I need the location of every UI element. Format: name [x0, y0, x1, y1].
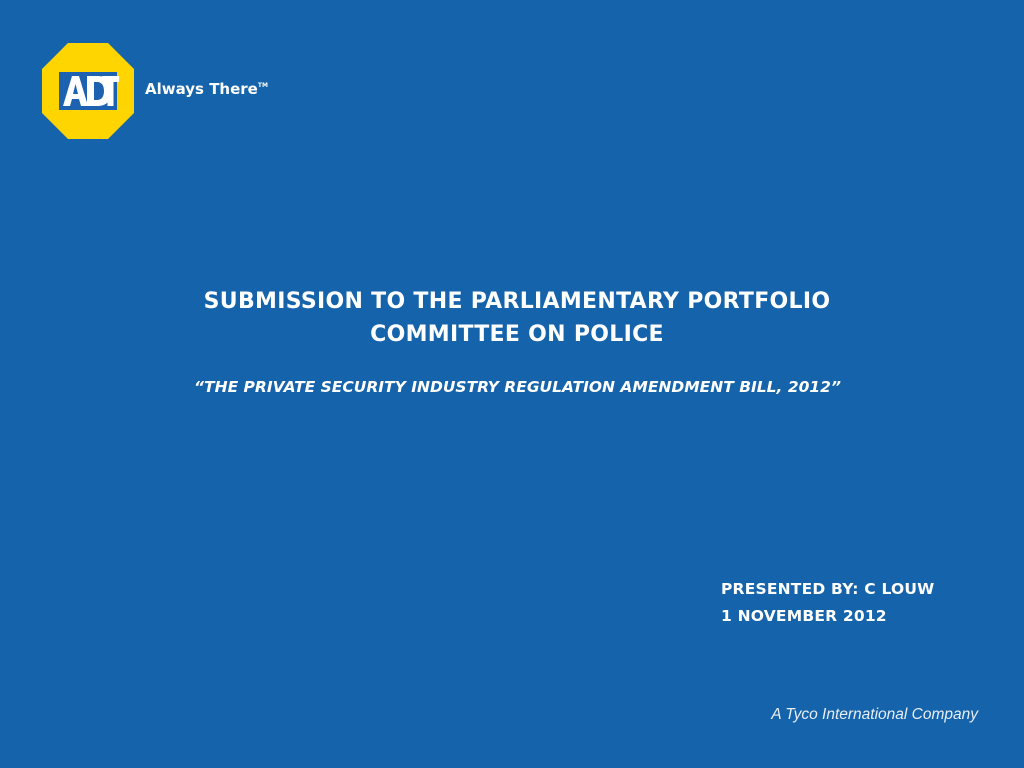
- presentation-date: 1 NOVEMBER 2012: [721, 607, 887, 625]
- logo-tagline: [145, 80, 268, 98]
- presenter-block: [721, 576, 1011, 630]
- adt-logo: [42, 43, 282, 143]
- title-line-1: SUBMISSION TO THE PARLIAMENTARY PORTFOLIO: [203, 289, 831, 314]
- slide-title: [62, 285, 972, 351]
- slide-subtitle: “THE PRIVATE SECURITY INDUSTRY REGULATION AMENDMENT BILL, 2012”: [194, 378, 841, 396]
- adt-badge-icon: [42, 43, 134, 139]
- presented-by: PRESENTED BY: C LOUW: [721, 580, 935, 598]
- trademark-mark: TM: [257, 82, 268, 89]
- title-line-2: COMMITTEE ON POLICE: [370, 322, 664, 347]
- tagline-text: Always There: [145, 80, 258, 98]
- footer-company: A Tyco International Company: [771, 706, 978, 723]
